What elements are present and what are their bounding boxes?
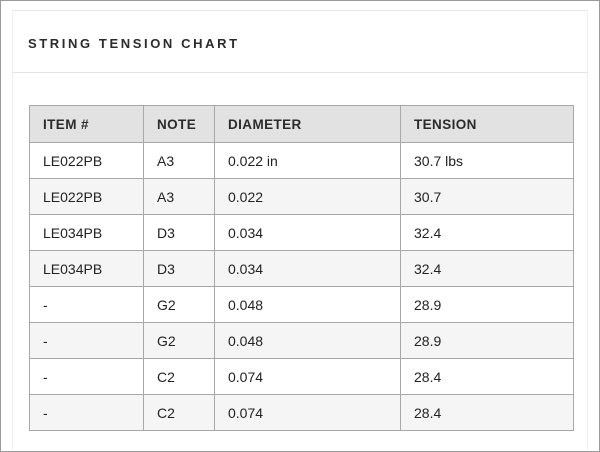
cell-item-number: - (30, 287, 144, 323)
table-header (30, 106, 574, 143)
cell-diameter: 0.048 (215, 323, 401, 359)
cell-tension: 28.9 (401, 323, 574, 359)
cell-tension: 32.4 (401, 215, 574, 251)
cell-note: D3 (144, 251, 215, 287)
table-row (30, 215, 574, 251)
cell-tension: 28.4 (401, 359, 574, 395)
table-body (30, 143, 574, 431)
cell-item-number: LE034PB (30, 215, 144, 251)
table-row (30, 251, 574, 287)
cell-item-number: - (30, 323, 144, 359)
cell-tension: 32.4 (401, 251, 574, 287)
cell-item-number: - (30, 395, 144, 431)
cell-tension: 30.7 lbs (401, 143, 574, 179)
cell-item-number: LE022PB (30, 179, 144, 215)
panel-right-border (587, 10, 588, 450)
cell-item-number: - (30, 359, 144, 395)
string-tension-table (29, 105, 574, 431)
cell-tension: 28.9 (401, 287, 574, 323)
cell-note: D3 (144, 215, 215, 251)
cell-note: G2 (144, 287, 215, 323)
cell-diameter: 0.034 (215, 215, 401, 251)
cell-diameter: 0.022 in (215, 143, 401, 179)
cell-tension: 30.7 (401, 179, 574, 215)
table-header-row (30, 106, 574, 143)
cell-tension: 28.4 (401, 395, 574, 431)
cell-note: A3 (144, 143, 215, 179)
cell-note: A3 (144, 179, 215, 215)
table-row (30, 143, 574, 179)
table-row (30, 179, 574, 215)
top-divider (12, 10, 588, 11)
cell-diameter: 0.034 (215, 251, 401, 287)
column-header-item-number: ITEM # (30, 106, 144, 143)
page-title: STRING TENSION CHART (28, 36, 240, 51)
cell-diameter: 0.074 (215, 395, 401, 431)
table-row (30, 359, 574, 395)
cell-item-number: LE034PB (30, 251, 144, 287)
cell-note: C2 (144, 359, 215, 395)
panel-left-border (12, 10, 13, 450)
table-row (30, 395, 574, 431)
table-row (30, 323, 574, 359)
column-header-note: NOTE (144, 106, 215, 143)
cell-diameter: 0.022 (215, 179, 401, 215)
cell-note: G2 (144, 323, 215, 359)
cell-diameter: 0.048 (215, 287, 401, 323)
cell-diameter: 0.074 (215, 359, 401, 395)
cell-item-number: LE022PB (30, 143, 144, 179)
column-header-tension: TENSION (401, 106, 574, 143)
cell-note: C2 (144, 395, 215, 431)
column-header-diameter: DIAMETER (215, 106, 401, 143)
table-row (30, 287, 574, 323)
header-divider (12, 72, 588, 73)
